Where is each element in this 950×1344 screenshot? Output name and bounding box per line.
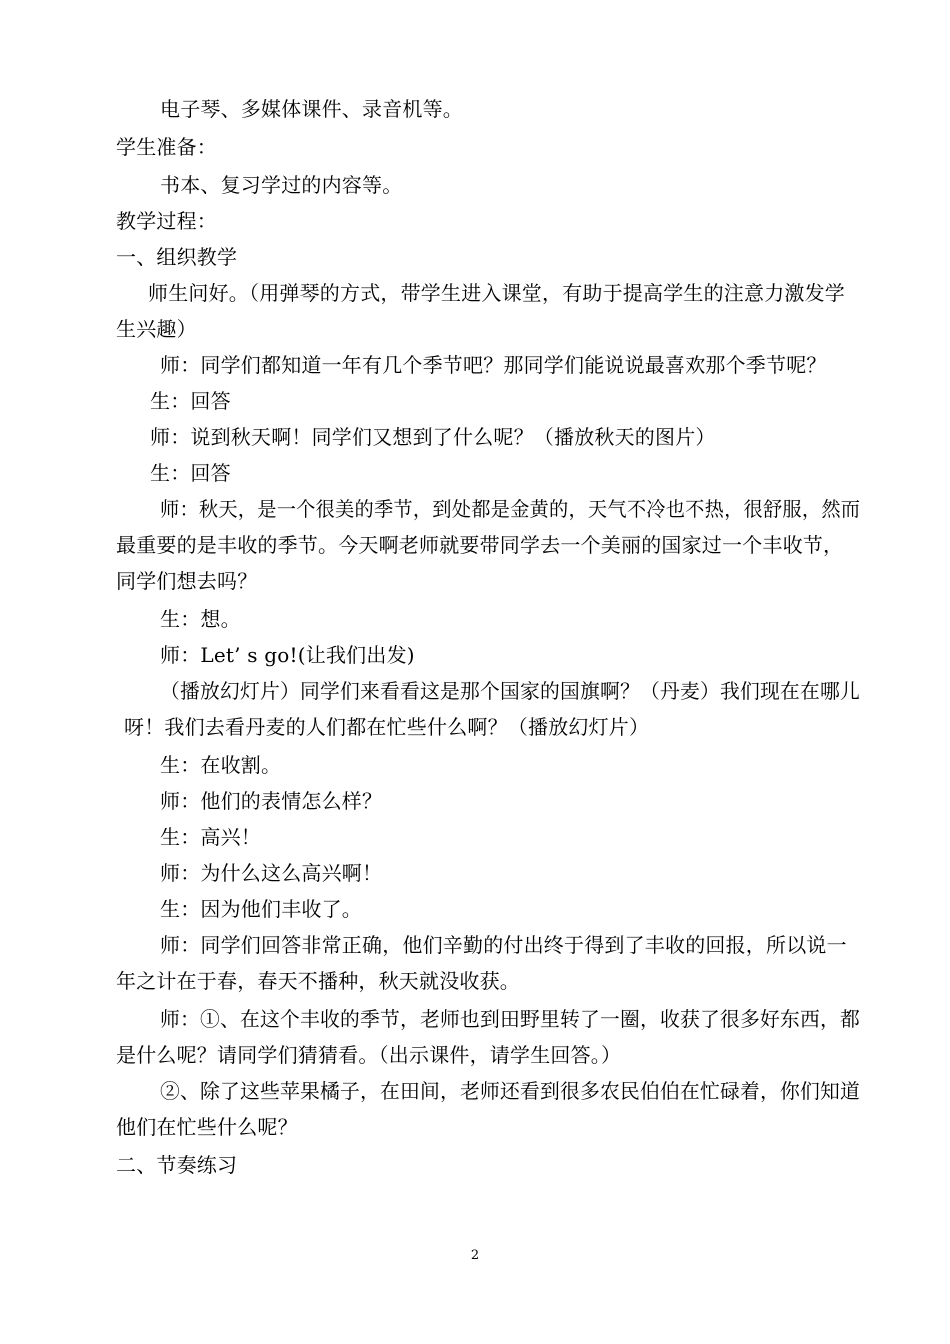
section-heading: 二、节奏练习 — [116, 1153, 238, 1177]
section-label: 教学过程： — [116, 209, 217, 233]
text-line: 师生问好。（用弹琴的方式，带学生进入课堂，有助于提高学生的注意力激发学 — [148, 281, 845, 305]
dialogue-line: 生：在收割。 — [160, 753, 282, 777]
text-line: 最重要的是丰收的季节。今天啊老师就要带同学去一个美丽的国家过一个丰收节， — [116, 533, 844, 557]
text-line: 同学们想去吗？ — [116, 569, 258, 593]
dialogue-line: 生：想。 — [160, 607, 241, 631]
text-line: 生兴趣） — [116, 317, 197, 341]
dialogue-line: 师：秋天，是一个很美的季节，到处都是金黄的，天气不冷也不热，很舒服，然而 — [160, 497, 861, 521]
text-line: 他们在忙些什么呢？ — [116, 1115, 298, 1139]
section-heading: 一、组织教学 — [116, 245, 238, 269]
dialogue-line: 师：同学们回答非常正确，他们辛勤的付出终于得到了丰收的回报，所以说一 — [160, 933, 847, 957]
dialogue-line: 师：Let’ s go!(让我们出发) — [160, 643, 415, 667]
dialogue-line: 师：他们的表情怎么样？ — [160, 789, 383, 813]
dialogue-line: 师：为什么这么高兴啊！ — [160, 861, 383, 885]
dialogue-line: 师：同学们都知道一年有几个季节吧？那同学们能说说最喜欢那个季节呢？ — [160, 353, 827, 377]
page-number: 2 — [470, 1248, 480, 1263]
text-line: 书本、复习学过的内容等。 — [160, 173, 403, 197]
dialogue-line: 生：回答 — [150, 461, 231, 485]
text-line: 电子琴、多媒体课件、录音机等。 — [160, 97, 463, 121]
section-label: 学生准备： — [116, 135, 217, 159]
dialogue-line: 生：因为他们丰收了。 — [160, 897, 362, 921]
text-line: 年之计在于春，春天不播种，秋天就没收获。 — [116, 969, 520, 993]
text-line: 呀！我们去看丹麦的人们都在忙些什么啊？（播放幻灯片） — [124, 715, 650, 739]
text-line: ②、除了这些苹果橘子，在田间，老师还看到很多农民伯伯在忙碌着，你们知道 — [160, 1079, 861, 1103]
dialogue-line: 生：高兴！ — [160, 825, 261, 849]
dialogue-line: 生：回答 — [150, 389, 231, 413]
text-line: 是什么呢？请同学们猜猜看。（出示课件，请学生回答。） — [116, 1043, 622, 1067]
text-line: （播放幻灯片）同学们来看看这是那个国家的国旗啊？（丹麦）我们现在在哪儿 — [160, 679, 861, 703]
dialogue-line: 师：①、在这个丰收的季节，老师也到田野里转了一圈，收获了很多好东西，都 — [160, 1007, 861, 1031]
dialogue-line: 师：说到秋天啊！同学们又想到了什么呢？（播放秋天的图片） — [150, 425, 716, 449]
